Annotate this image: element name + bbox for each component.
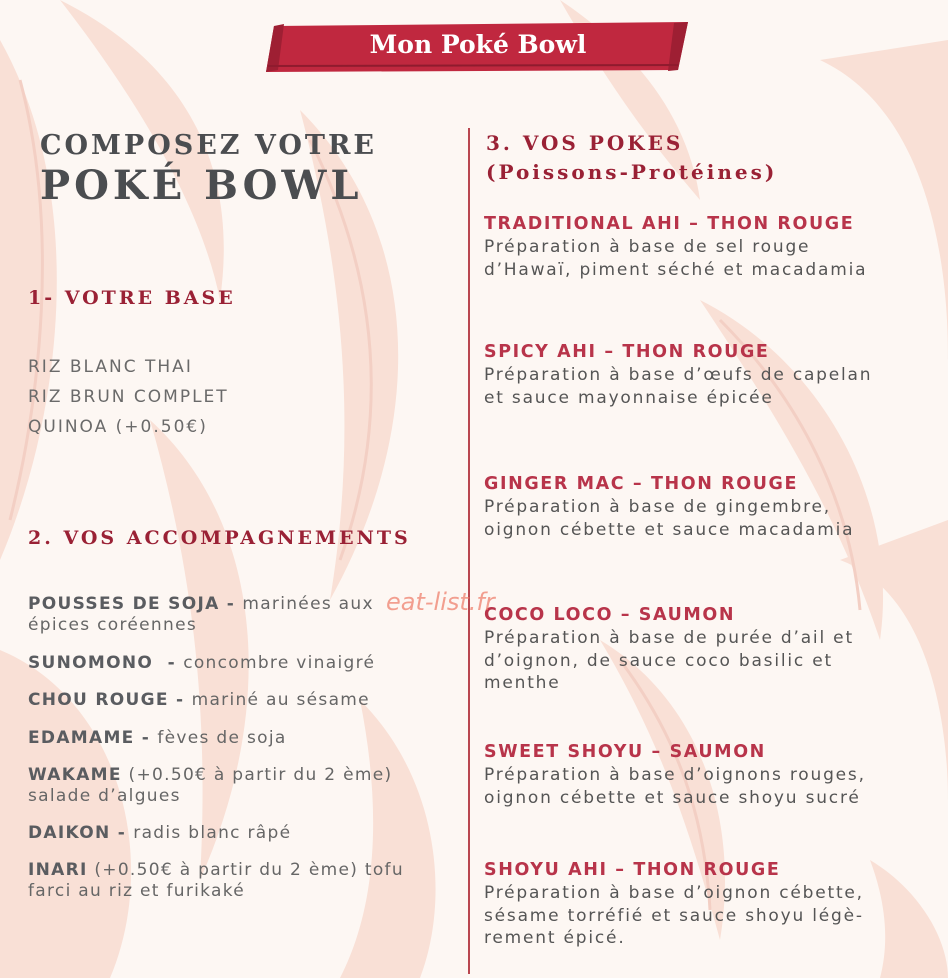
accompagnement-item	[28, 823, 448, 844]
accompagnement-desc: épices coréennes	[28, 615, 197, 635]
accompagnement-separator: -	[134, 728, 158, 748]
poke-item	[484, 741, 934, 809]
watermark: eat-list.fr	[386, 588, 495, 616]
accompagnement-separator: -	[153, 653, 184, 673]
poke-name: SHOYU AHI – THON ROUGE	[484, 860, 781, 880]
poke-desc: et sauce mayonnaise épicée	[484, 387, 774, 408]
accompagnement-name: DAIKON	[28, 823, 111, 843]
poke-desc: Préparation à base de purée d’ail et	[484, 628, 854, 648]
accompagnement-desc: concombre vinaigré	[183, 653, 376, 673]
accompagnement-desc: marinées aux	[242, 594, 374, 614]
compose-title-line2: POKÉ BOWL	[40, 162, 363, 209]
poke-desc: Préparation à base de sel rouge	[484, 237, 811, 257]
poke-item	[484, 213, 934, 281]
accompagnement-item	[28, 728, 448, 749]
accompagnement-separator: -	[219, 594, 243, 614]
title-banner	[264, 22, 692, 74]
poke-name: SPICY AHI – THON ROUGE	[484, 342, 770, 362]
poke-desc: menthe	[484, 673, 561, 693]
accompagnement-separator	[122, 765, 129, 785]
accompagnement-item	[28, 690, 448, 711]
accompagnement-desc: farci au riz et furikaké	[28, 881, 245, 901]
poke-desc: d’oignon, de sauce coco basilic et	[484, 650, 833, 671]
accompagnement-item	[28, 860, 448, 902]
poke-desc: sésame torréfié et sauce shoyu légè-	[484, 905, 864, 926]
base-item: RIZ BRUN COMPLET	[28, 387, 229, 407]
base-item: RIZ BLANC THAI	[28, 357, 193, 377]
accompagnement-name: INARI	[28, 860, 88, 880]
accompagnement-desc: radis blanc râpé	[133, 823, 292, 843]
accompagnement-item	[28, 765, 448, 807]
accompagnement-desc: mariné au sésame	[191, 690, 370, 710]
poke-desc: oignon cébette et sauce macadamia	[484, 519, 855, 540]
poke-name: GINGER MAC – THON ROUGE	[484, 474, 799, 494]
pokes-subheading: (Poissons-Protéines)	[486, 160, 778, 184]
accompagnement-name: WAKAME	[28, 765, 122, 785]
pokes-heading: 3. VOS POKES	[486, 131, 684, 155]
accompagnement-name: SUNOMONO	[28, 653, 154, 673]
base-list	[28, 352, 229, 442]
accompagnement-separator: -	[110, 823, 134, 843]
poke-desc: Préparation à base d’oignons rouges,	[484, 765, 866, 785]
base-item: QUINOA (+0.50€)	[28, 417, 208, 437]
accompagnement-name: EDAMAME	[28, 728, 135, 748]
accompagnement-name: CHOU ROUGE	[28, 690, 169, 710]
poke-desc: Préparation à base de gingembre,	[484, 497, 831, 517]
poke-item	[484, 473, 934, 541]
accompagnement-name: POUSSES DE SOJA	[28, 594, 220, 614]
accompagnements-heading: 2. VOS ACCOMPAGNEMENTS	[28, 527, 411, 549]
poke-item	[484, 859, 934, 950]
banner-title: Mon Poké Bowl	[369, 30, 587, 59]
accompagnement-separator: -	[168, 690, 192, 710]
poke-item	[484, 341, 934, 409]
poke-desc: d’Hawaï, piment séché et macadamia	[484, 259, 868, 280]
accompagnement-desc: (+0.50€ à partir du 2 ème)	[128, 765, 393, 785]
poke-desc: rement épicé.	[484, 928, 626, 948]
accompagnement-desc: (+0.50€ à partir du 2 ème) tofu	[94, 860, 404, 880]
accompagnement-item	[28, 594, 448, 636]
poke-desc: oignon cébette et sauce shoyu sucré	[484, 787, 861, 808]
poke-desc: Préparation à base d’oignon cébette,	[484, 883, 864, 903]
poke-name: SWEET SHOYU – SAUMON	[484, 742, 766, 762]
poke-item	[484, 604, 934, 695]
poke-name: TRADITIONAL AHI – THON ROUGE	[484, 214, 855, 234]
base-heading: 1- VOTRE BASE	[28, 287, 236, 309]
accompagnement-desc: salade d’algues	[28, 786, 181, 806]
accompagnement-item	[28, 653, 448, 674]
accompagnement-desc: fèves de soja	[157, 728, 287, 748]
poke-desc: Préparation à base d’œufs de capelan	[484, 365, 873, 385]
column-divider	[468, 128, 470, 974]
poke-name: COCO LOCO – SAUMON	[484, 605, 736, 625]
compose-title-line1: COMPOSEZ VOTRE	[40, 130, 378, 161]
